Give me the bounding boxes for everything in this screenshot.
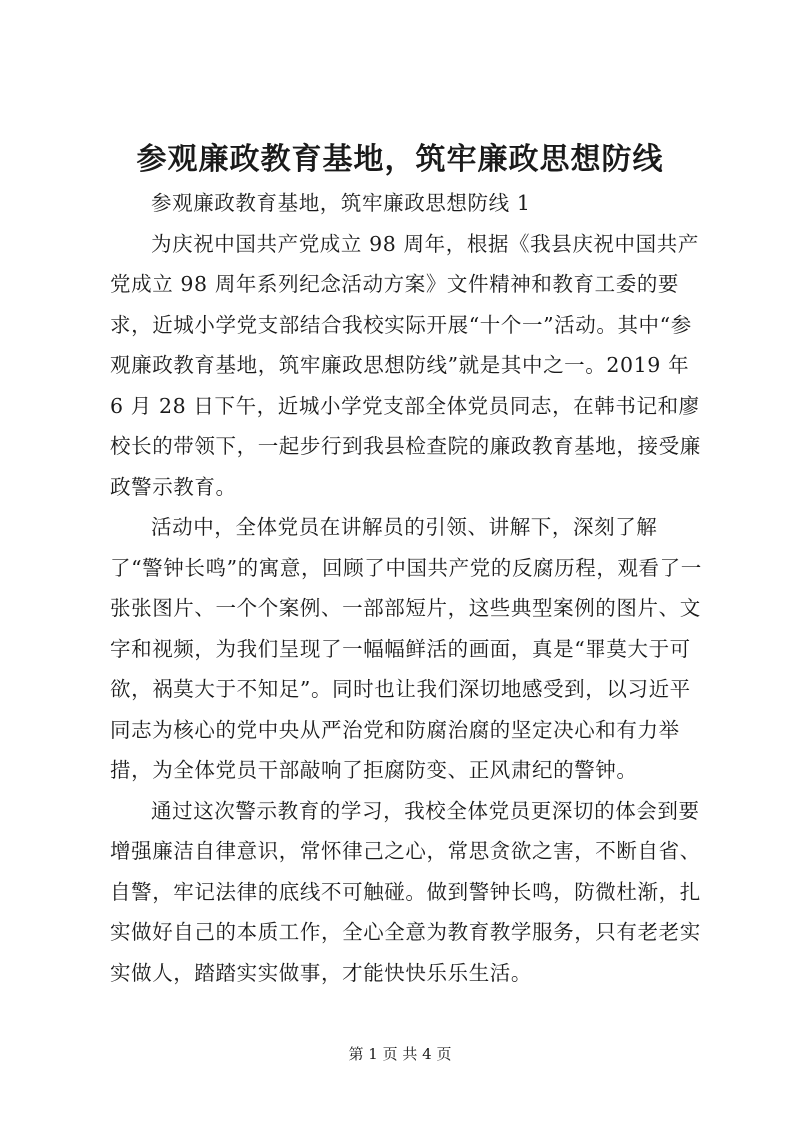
paragraph-subtitle: 参观廉政教育基地，筑牢廉政思想防线 1: [151, 191, 531, 215]
page-title: 参观廉政教育基地，筑牢廉政思想防线: [136, 142, 664, 177]
page-number-footer: 第 1 页 共 4 页: [348, 1045, 452, 1063]
paragraph-1: 为庆祝中国共产党成立 98 周年，根据《我县庆祝中国共产党成立 98 周年系列纪念活动方案》文件精神和教育工委的要求，近城小学党支部结合我校实际开展“十个一”活动。其中“参观廉政教育基地，筑牢廉政思想防线”就是其中之一。2019 年 6 月 28 日下午，近城小学党支部全体党员同志，在韩书记和廖校长的带领下，一起步行到我县检查院的廉政教育基地，接受廉政警示教育。: [110, 231, 701, 499]
paragraph-3: 通过这次警示教育的学习，我校全体党员更深切的体会到要增强廉洁自律意识，常怀律己之心，常思贪欲之害，不断自省、自警，牢记法律的底线不可触碰。做到警钟长鸣，防微杜渐，扎实做好自己的本质工作，全心全意为教育教学服务，只有老老实实做人，踏踏实实做事，才能快快乐乐生活。: [110, 798, 701, 985]
body-text: [110, 183, 706, 993]
paragraph-2: 活动中，全体党员在讲解员的引领、讲解下，深刻了解了“警钟长鸣”的寓意，回顾了中国共产党的反腐历程，观看了一张张图片、一个个案例、一部部短片，这些典型案例的图片、文字和视频，为我们呈现了一幅幅鲜活的画面，真是“罪莫大于可欲，祸莫大于不知足”。同时也让我们深切地感受到，以习近平同志为核心的党中央从严治党和防腐治腐的坚定决心和有力举措，为全体党员干部敲响了拒腐防变、正风肃纪的警钟。: [110, 515, 702, 782]
